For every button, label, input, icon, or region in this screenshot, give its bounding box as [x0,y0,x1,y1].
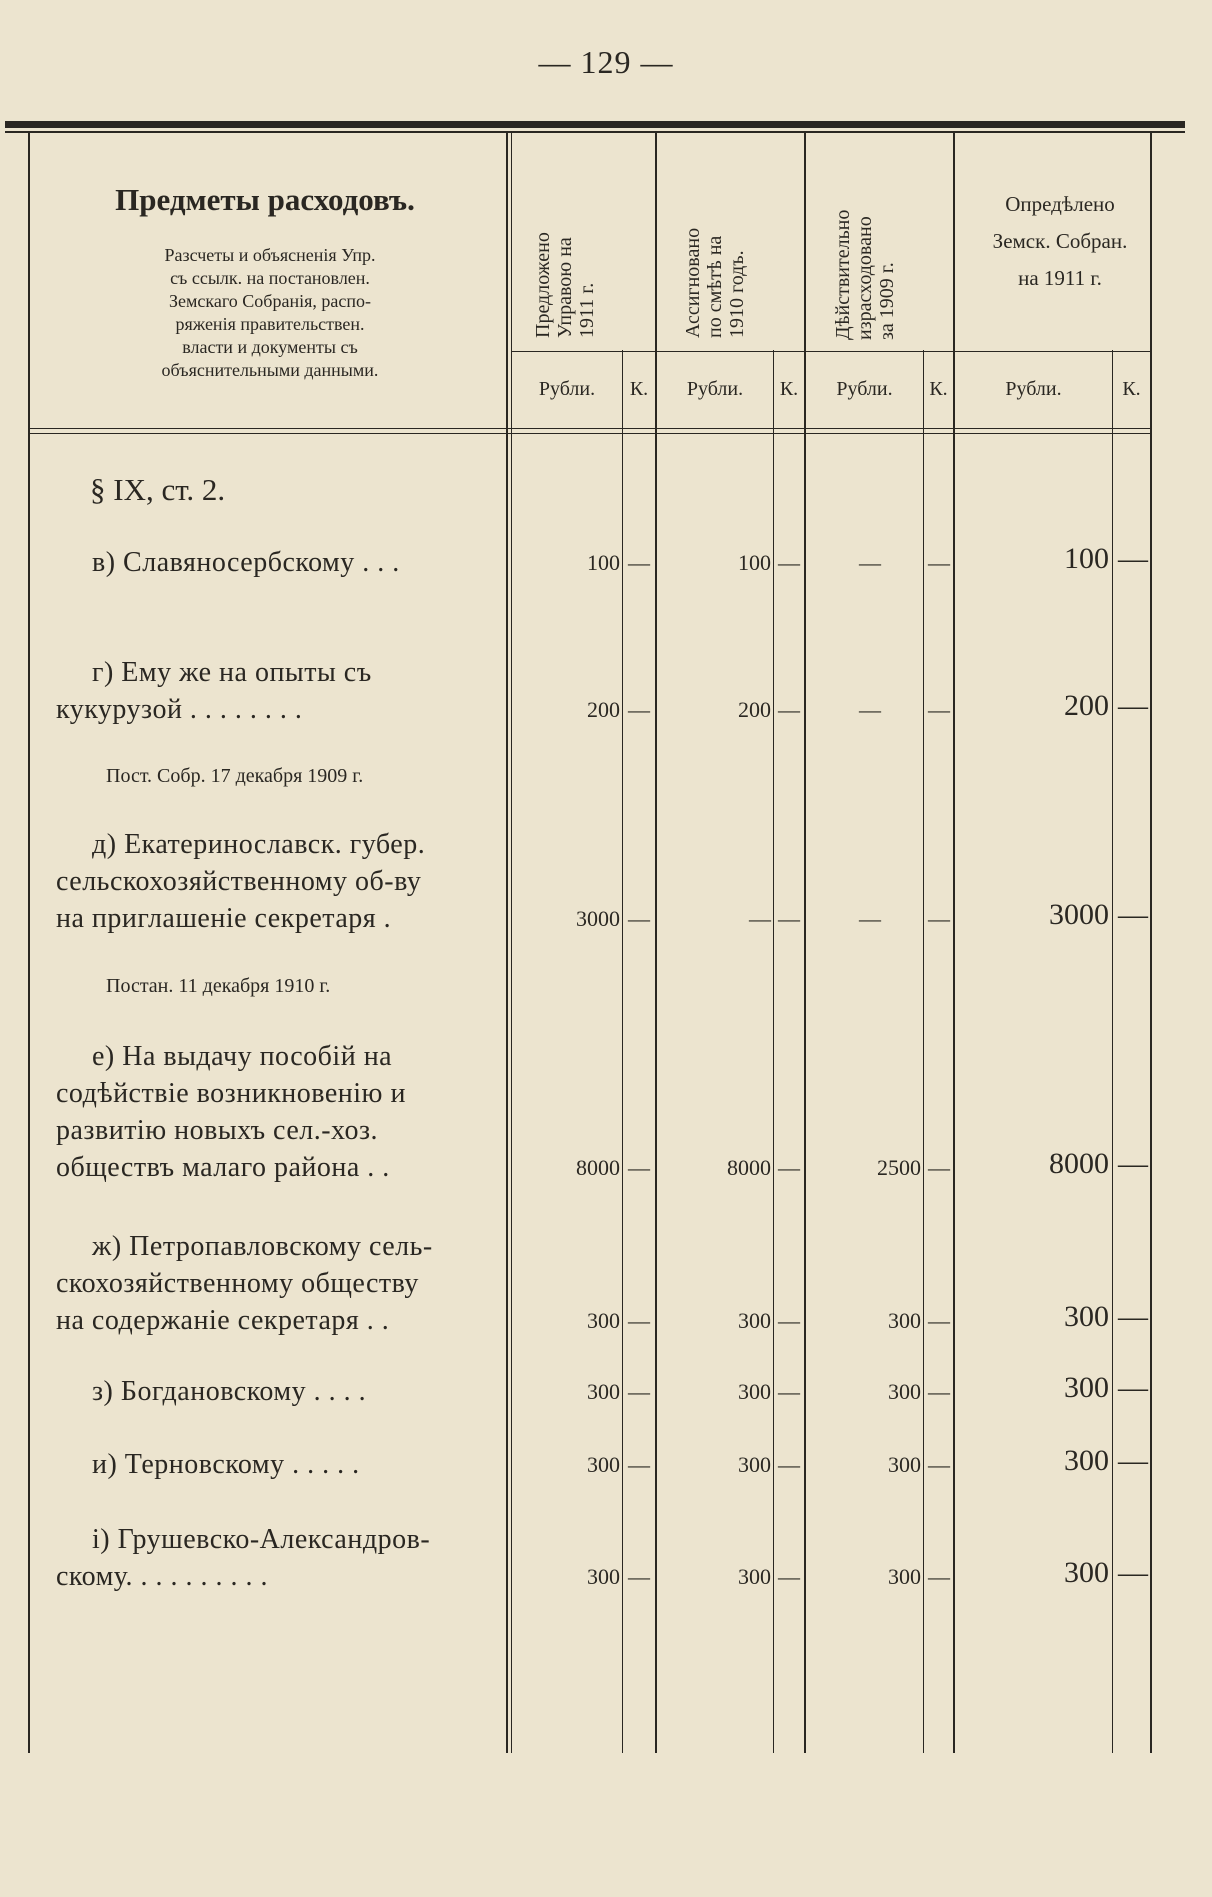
row-5-determined-kop: — [1118,1371,1148,1404]
row-6-text-line-0: и) Терновскому . . . . . [92,1449,360,1480]
row-5-determined-rub: 300 [1064,1371,1109,1404]
row-3-text-line-2: развитію новыхъ сел.-хоз. [56,1115,379,1146]
row-0-spent-kop: — [928,550,950,575]
row-3-assigned-rub: 8000 [727,1155,771,1180]
row-3-determined-kop: — [1118,1147,1148,1180]
row-1-note: Пост. Собр. 17 декабря 1909 г. [106,765,364,787]
row-2-proposed-rub: 3000 [576,906,620,931]
unit-row-line [512,351,1152,352]
row-4-spent-kop: — [928,1308,950,1333]
row-7-proposed-kop: — [628,1564,650,1589]
table-border-right [1150,133,1152,1753]
row-0-determined-kop: — [1118,542,1148,575]
row-6-spent-kop: — [928,1452,950,1477]
row-1-determined-kop: — [1118,689,1148,722]
unit-kop-2: К. [779,378,799,400]
row-1-determined-rub: 200 [1064,689,1109,722]
row-7-spent-kop: — [928,1564,950,1589]
row-5-assigned-rub: 300 [738,1379,771,1404]
row-3-assigned-kop: — [778,1155,800,1180]
header-col-spent: Дѣйствительно израсходовано за 1909 г. [832,209,898,340]
header-col-assigned: Ассигновано по смѣтѣ на 1910 годъ. [682,227,748,338]
row-2-note: Постан. 11 декабря 1910 г. [106,975,331,997]
row-6-proposed-kop: — [628,1452,650,1477]
header-bottom-line-2 [28,433,1152,434]
col-divider-1 [506,133,508,1753]
col-divider-1b [511,133,512,1753]
row-5-text-line-0: з) Богдановскому . . . . [92,1376,367,1407]
row-0-spent-rub: — [859,550,881,575]
unit-kop-4: К. [1122,378,1141,400]
row-6-assigned-kop: — [778,1452,800,1477]
row-6-spent-rub: 300 [888,1452,921,1477]
row-6-determined-rub: 300 [1064,1444,1109,1477]
row-4-proposed-kop: — [628,1308,650,1333]
row-3-text-line-0: е) На выдачу пособій на [92,1041,393,1072]
row-1-proposed-kop: — [628,697,650,722]
page-number: — 129 — [538,44,674,80]
header-col-proposed: Предложено Управою на 1911 г. [532,232,598,338]
header-bottom-line [28,428,1152,429]
row-2-assigned-rub: — [749,906,771,931]
row-4-text-line-1: скохозяйственному обществу [56,1268,419,1299]
row-7-assigned-kop: — [778,1564,800,1589]
top-rule-thin [5,131,1185,133]
row-4-assigned-rub: 300 [738,1308,771,1333]
header-subtitle: Разсчеты и объясненія Упр. съ ссылк. на постановлен. Земскаго Собранія, распо- ряженія правительствен. власти и документы съ объяснительными данными. [161,245,379,380]
unit-rub-4: Рубли. [1005,378,1062,400]
row-5-spent-kop: — [928,1379,950,1404]
row-7-determined-kop: — [1118,1556,1148,1589]
row-1-text-line-1: кукурузой . . . . . . . . [56,694,303,725]
row-4-determined-kop: — [1118,1300,1148,1333]
unit-rub-1: Рубли. [538,378,596,400]
row-3-spent-kop: — [928,1155,950,1180]
row-2-text-line-2: на приглашеніе секретаря . [56,903,392,934]
row-7-determined-rub: 300 [1064,1556,1109,1589]
header-title: Предметы расходовъ. [115,182,415,217]
row-6-proposed-rub: 300 [587,1452,620,1477]
row-7-assigned-rub: 300 [738,1564,771,1589]
row-7-proposed-rub: 300 [587,1564,620,1589]
row-5-proposed-kop: — [628,1379,650,1404]
row-0-proposed-rub: 100 [587,550,620,575]
row-4-spent-rub: 300 [888,1308,921,1333]
top-rule [5,121,1185,128]
row-0-proposed-kop: — [628,550,650,575]
col-divider-2 [655,133,657,1753]
unit-rub-2: Рубли. [686,378,744,400]
table-border-left [28,133,30,1753]
row-2-assigned-kop: — [778,906,800,931]
row-3-proposed-rub: 8000 [576,1155,620,1180]
unit-kop-1: К. [629,378,649,400]
row-4-text-line-0: ж) Петропавловскому сель- [92,1231,433,1262]
row-3-spent-rub: 2500 [877,1155,921,1180]
row-4-assigned-kop: — [778,1308,800,1333]
row-4-text-line-2: на содержаніе секретаря . . [56,1305,390,1336]
row-3-text-line-1: содѣйствіе возникновенію и [56,1078,406,1109]
row-1-spent-kop: — [928,697,950,722]
row-7-text-line-0: і) Грушевско-Александров- [92,1524,431,1555]
row-1-proposed-rub: 200 [587,697,620,722]
row-2-determined-kop: — [1118,898,1148,931]
row-2-determined-rub: 3000 [1049,898,1109,931]
col-divider-4 [953,133,955,1753]
row-5-proposed-rub: 300 [587,1379,620,1404]
row-1-spent-rub: — [859,697,881,722]
row-1-text-line-0: г) Ему же на опыты съ [92,657,372,688]
unit-rub-3: Рубли. [836,378,893,400]
col-divider-3 [804,133,806,1753]
row-0-assigned-kop: — [778,550,800,575]
row-5-spent-rub: 300 [888,1379,921,1404]
row-0-assigned-rub: 100 [738,550,771,575]
row-6-assigned-rub: 300 [738,1452,771,1477]
row-2-spent-rub: — [859,906,881,931]
row-6-determined-kop: — [1118,1444,1148,1477]
row-2-text-line-1: сельскохозяйственному об-ву [56,866,422,897]
row-1-assigned-kop: — [778,697,800,722]
header-col-determined: Опредѣлено Земск. Собран. на 1911 г. [992,192,1128,290]
row-1-assigned-rub: 200 [738,697,771,722]
row-7-spent-rub: 300 [888,1564,921,1589]
row-5-assigned-kop: — [778,1379,800,1404]
row-3-proposed-kop: — [628,1155,650,1180]
row-4-proposed-rub: 300 [587,1308,620,1333]
row-2-spent-kop: — [928,906,950,931]
row-0-determined-rub: 100 [1064,542,1109,575]
row-2-text-line-0: д) Екатеринославск. губер. [92,829,426,860]
section-title: § IX, ст. 2. [90,472,226,507]
row-4-determined-rub: 300 [1064,1300,1109,1333]
unit-kop-3: К. [929,378,948,400]
row-2-proposed-kop: — [628,906,650,931]
row-3-text-line-3: обществъ малаго района . . [56,1152,390,1183]
row-0-text-line-0: в) Славяносербскому . . . [92,547,400,578]
row-3-determined-rub: 8000 [1049,1147,1109,1180]
row-7-text-line-1: скому. . . . . . . . . . [56,1561,268,1592]
